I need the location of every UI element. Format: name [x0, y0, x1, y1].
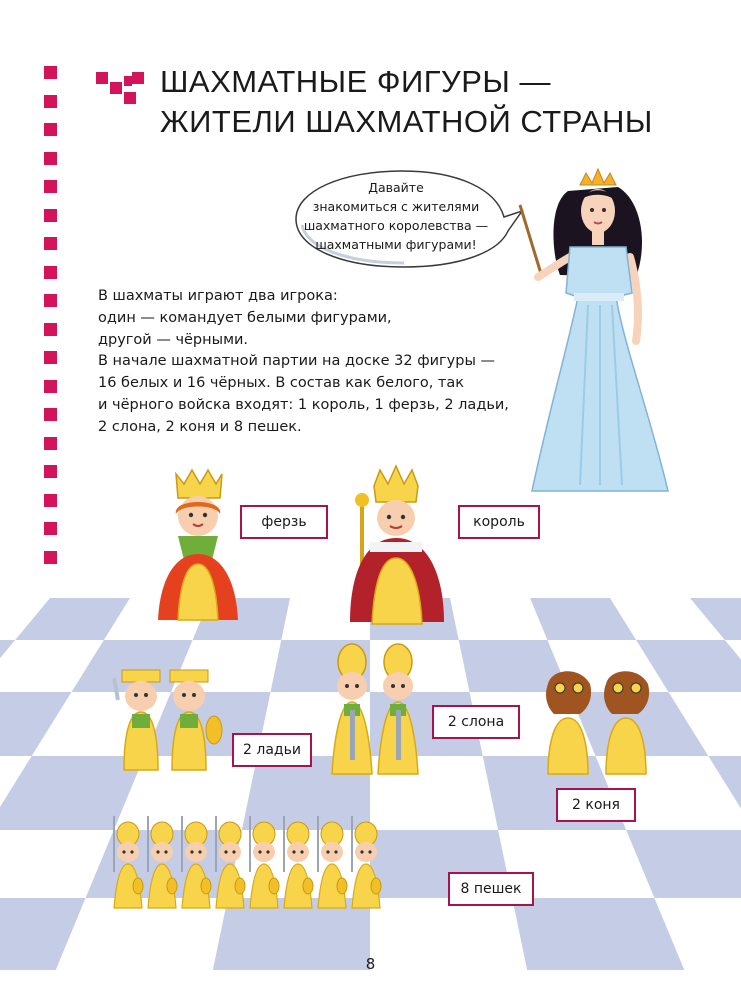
- text-line: и чёрного войска входят: 1 король, 1 ферзь, 2 ладьи,: [98, 397, 509, 413]
- rooks-figure: [112, 660, 232, 775]
- text-line: В шахматы играют два игрока:: [98, 288, 338, 304]
- decorative-square-column: [0, 0, 70, 600]
- speech-line: Давайте: [368, 180, 424, 195]
- text-line: 2 слона, 2 коня и 8 пешек.: [98, 419, 302, 435]
- pawn: [250, 816, 279, 908]
- label-bishops: 2 слона: [432, 705, 520, 739]
- pawn: [284, 816, 313, 908]
- princess-illustration: [508, 165, 683, 495]
- text-line: 16 белых и 16 чёрных. В состав как белого, так: [98, 375, 465, 391]
- pawn: [352, 816, 381, 908]
- text-line: В начале шахматной партии на доске 32 фигуры —: [98, 353, 496, 369]
- pawn: [114, 816, 143, 908]
- text-line: один — командует белыми фигурами,: [98, 310, 392, 326]
- pawn: [216, 816, 245, 908]
- speech-line: шахматного королевства —: [303, 218, 489, 233]
- speech-text: [296, 178, 496, 254]
- label-knights: 2 коня: [556, 788, 636, 822]
- label-queen: ферзь: [240, 505, 328, 539]
- knights-figure: [540, 664, 660, 779]
- label-pawns: 8 пешек: [448, 872, 534, 906]
- speech-line: шахматными фигурами!: [315, 237, 477, 252]
- board-square: [626, 830, 741, 898]
- pawn: [318, 816, 347, 908]
- title-line-2: ЖИТЕЛИ ШАХМАТНОЙ СТРАНЫ: [160, 103, 653, 139]
- speech-line: знакомиться с жителями: [312, 199, 480, 214]
- label-king: король: [458, 505, 540, 539]
- label-rooks: 2 ладьи: [232, 733, 312, 767]
- page-title: [160, 62, 653, 141]
- board-square: [15, 598, 130, 640]
- pawns-figure: [110, 812, 392, 912]
- board-square: [708, 756, 741, 830]
- board-square: [0, 692, 72, 756]
- pawn: [182, 816, 211, 908]
- pawn: [148, 816, 177, 908]
- title-line-1: ШАХМАТНЫЕ ФИГУРЫ —: [160, 64, 551, 99]
- title-checkmark-icon: [96, 72, 146, 106]
- king-figure: [340, 462, 450, 632]
- board-square: [530, 598, 636, 640]
- board-square: [0, 640, 15, 692]
- paragraph-2: [98, 350, 509, 438]
- board-square: [690, 598, 741, 640]
- queen-figure: [150, 468, 245, 628]
- page-number: 8: [365, 955, 376, 973]
- bishops-figure: [326, 640, 426, 780]
- paragraph-1: [98, 285, 392, 351]
- text-line: другой — чёрными.: [98, 332, 249, 348]
